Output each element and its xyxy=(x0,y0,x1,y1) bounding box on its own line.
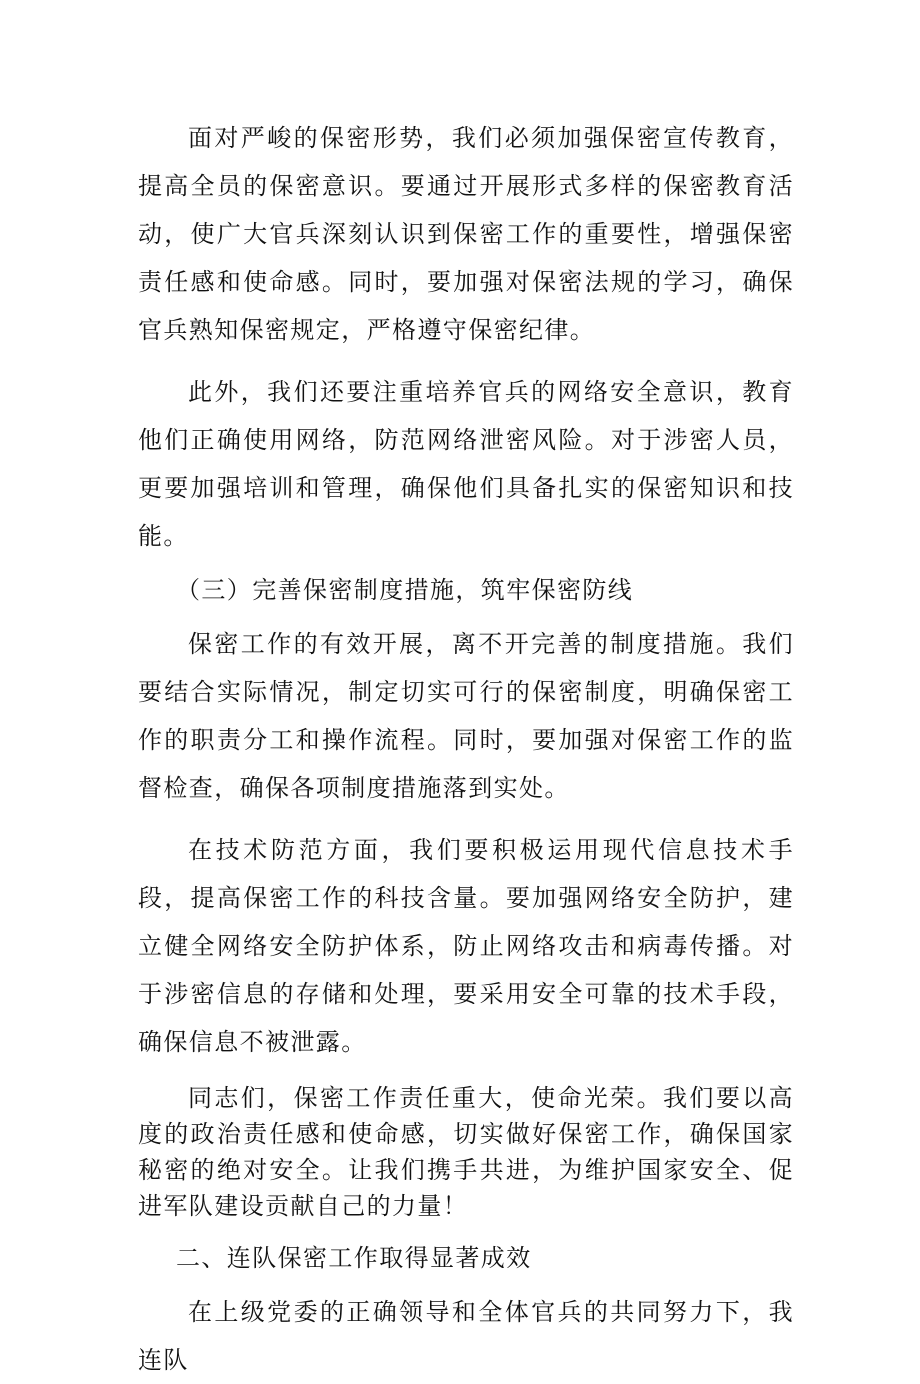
paragraph-network-awareness: 此外，我们还要注重培养官兵的网络安全意识，教育他们正确使用网络，防范网络泄密风险。对于涉密人员，更要加强培训和管理，确保他们具备扎实的保密知识和技能。 xyxy=(138,378,794,550)
document-body xyxy=(138,114,794,1384)
paragraph-technical-protection: 在技术防范方面，我们要积极运用现代信息技术手段，提高保密工作的科技含量。要加强网络安全防护，建立健全网络安全防护体系，防止网络攻击和病毒传播。对于涉密信息的存储和处理，要采用安全可靠的技术手段，确保信息不被泄露。 xyxy=(138,836,794,1056)
paragraph-publicity-education: 面对严峻的保密形势，我们必须加强保密宣传教育，提高全员的保密意识。要通过开展形式多样的保密教育活动，使广大官兵深刻认识到保密工作的重要性，增强保密责任感和使命感。同时，要加强对保密法规的学习，确保官兵熟知保密规定，严格遵守保密纪律。 xyxy=(138,124,794,344)
section-heading-achievements: 二、连队保密工作取得显著成效 xyxy=(176,1244,532,1272)
section-heading-improve-system: （三）完善保密制度措施，筑牢保密防线 xyxy=(176,576,634,604)
paragraph-closing-call: 同志们，保密工作责任重大，使命光荣。我们要以高度的政治责任感和使命感，切实做好保密工作，确保国家秘密的绝对安全。让我们携手共进，为维护国家安全、促进军队建设贡献自己的力量！ xyxy=(138,1084,794,1220)
paragraph-achievements-start: 在上级党委的正确领导和全体官兵的共同努力下，我连队 xyxy=(138,1298,794,1374)
paragraph-system-measures: 保密工作的有效开展，离不开完善的制度措施。我们要结合实际情况，制定切实可行的保密制度，明确保密工作的职责分工和操作流程。同时，要加强对保密工作的监督检查，确保各项制度措施落到实处。 xyxy=(138,630,794,802)
